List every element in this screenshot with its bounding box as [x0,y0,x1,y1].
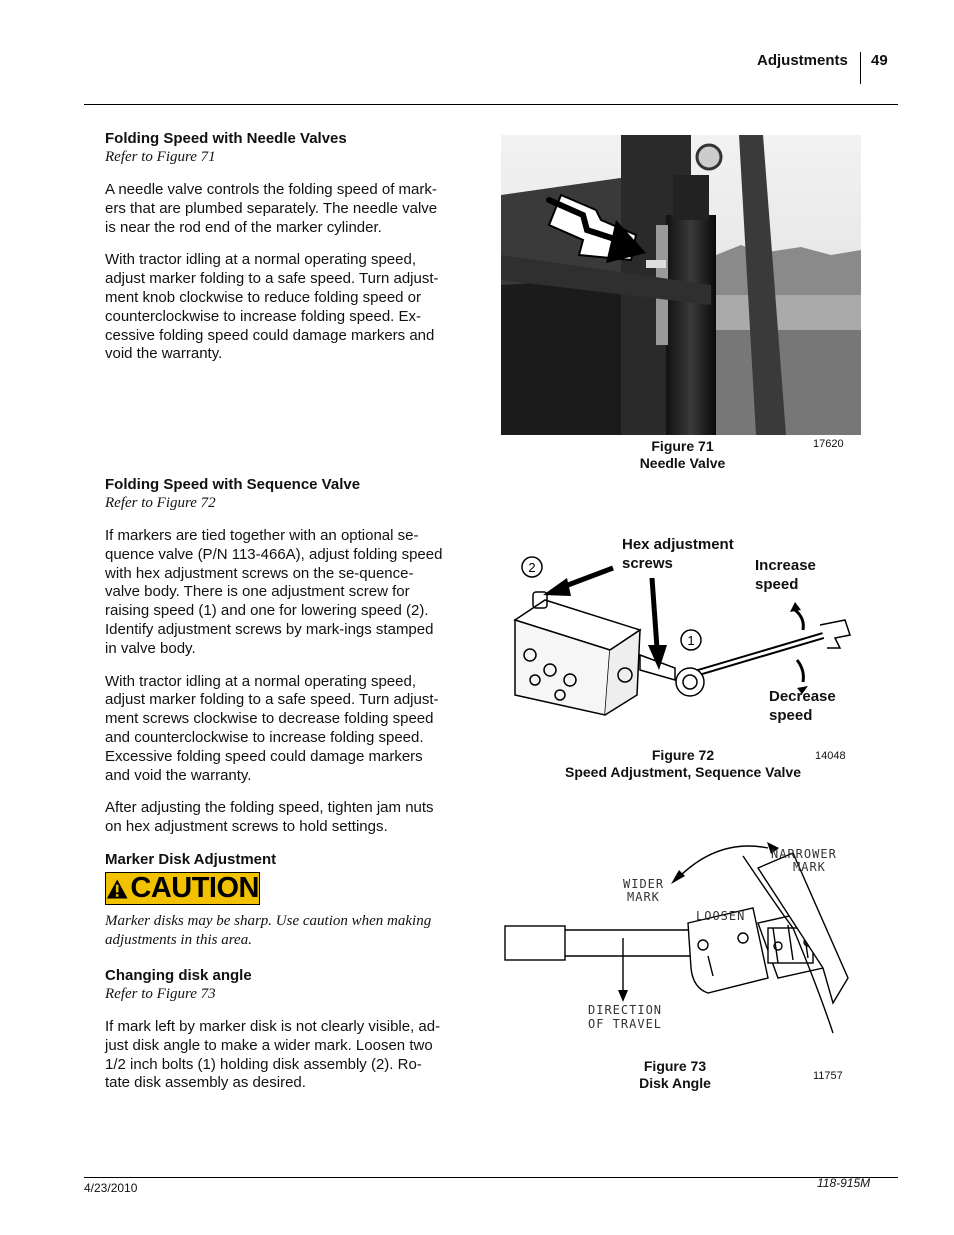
label-narrower-1: NARROWER [771,847,837,861]
label-decrease-speed [769,687,836,725]
label-hex-screws [622,535,734,573]
page-number: 49 [871,52,888,69]
needle-valve-section [105,129,445,364]
sequence-valve-section [105,475,445,837]
needle-paragraph-2: With tractor idling at a normal operating speed, adjust marker folding to a safe speed. Turn adjust-ment knob clockwise to reduce folding speed or counterclockwise to increase folding speed. Ex-cessive folding speed could damage markers and void the warranty. [105,251,439,363]
figure-72-id: 14048 [815,750,846,762]
figure-73-title: Disk Angle [639,1075,711,1091]
sequence-paragraph-1: If markers are tied together with an optional se-quence valve (P/N 113-466A), adjust folding speed with hex adjustment screws on the se-quence-valve body. There is one adjustment screw for raising speed (1) and one for lowering speed (2). Identify adjustment screws by mark-ings stamped in valve body. [105,527,443,657]
callout-1: 1 [687,633,695,648]
figure-73-number: Figure 73 [643,1058,707,1074]
label-increase-line-1: Increase [755,557,816,574]
label-increase-line-2: speed [755,576,799,593]
section-title-needle: Folding Speed with Needle Valves [105,130,347,147]
label-decrease-line-2: speed [769,707,813,724]
caution-message: Marker disks may be sharp. Use caution when making adjustments in this area. [105,913,432,948]
disk-angle-paragraph: If mark left by marker disk is not clearly visible, ad-just disk angle to make a wider mark. Loosen two 1/2 inch bolts (1) holding disk assembly (2). Ro-tate disk assembly as desired. [105,1018,441,1092]
label-increase-speed [755,556,816,594]
needle-paragraph-1: A needle valve controls the folding speed of mark-ers that are plumbed separately. The needle valve is near the rod end of the marker cylinder. [105,181,438,236]
header-rule [84,104,898,105]
running-header-section: Adjustments [757,52,848,69]
figure-71-id: 17620 [813,438,844,450]
figure-ref-72: Refer to Figure 72 [105,495,216,511]
figure-73-drawing [503,828,855,1043]
footer-doc-number: 118-915M [817,1176,871,1190]
figure-ref-71: Refer to Figure 71 [105,149,216,165]
label-narrower-2: MARK [793,860,826,874]
label-wider-1: WIDER [623,877,665,891]
figure-72-title: Speed Adjustment, Sequence Valve [564,764,801,780]
section-title-disk-angle: Changing disk angle [105,967,252,984]
label-loosen: LOOSEN [696,909,746,923]
section-title-marker-disk: Marker Disk Adjustment [105,851,277,868]
section-title-sequence: Folding Speed with Sequence Valve [105,476,361,493]
sequence-paragraph-3: After adjusting the folding speed, tighten jam nuts on hex adjustment screws to hold settings. [105,799,434,836]
label-direction-2: OF TRAVEL [588,1017,663,1031]
caution-label [105,872,260,905]
figure-73-id: 11757 [813,1070,843,1082]
sequence-paragraph-2: With tractor idling at a normal operating speed, adjust marker folding to a safe speed. Turn adjust-ment screws clockwise to decrease folding speed and counterclockwise to increase folding speed. Excessive folding speed could damage markers and void the warranty. [105,672,439,784]
label-wider-2: MARK [627,890,660,904]
caution-word: CAUTION [130,872,259,904]
figure-71-title: Needle Valve [639,455,726,471]
label-hex-line-2: screws [622,555,673,572]
warning-triangle-icon [106,877,128,901]
label-direction-1: DIRECTION [588,1003,663,1017]
figure-71-photo [501,135,861,435]
header-divider [860,52,861,84]
figure-71-number: Figure 71 [651,438,714,454]
callout-2: 2 [528,560,536,575]
disk-detail-section [105,912,445,1093]
label-hex-line-1: Hex adjustment [622,536,734,553]
figure-ref-73: Refer to Figure 73 [105,986,216,1002]
figure-72-caption [555,747,811,781]
footer-date: 4/23/2010 [84,1181,138,1195]
figure-73-caption [610,1058,740,1092]
figure-71-caption [600,438,765,472]
marker-disk-section [105,850,445,869]
figure-72-number: Figure 72 [651,747,715,763]
label-decrease-line-1: Decrease [769,688,836,705]
footer-rule [84,1177,898,1178]
